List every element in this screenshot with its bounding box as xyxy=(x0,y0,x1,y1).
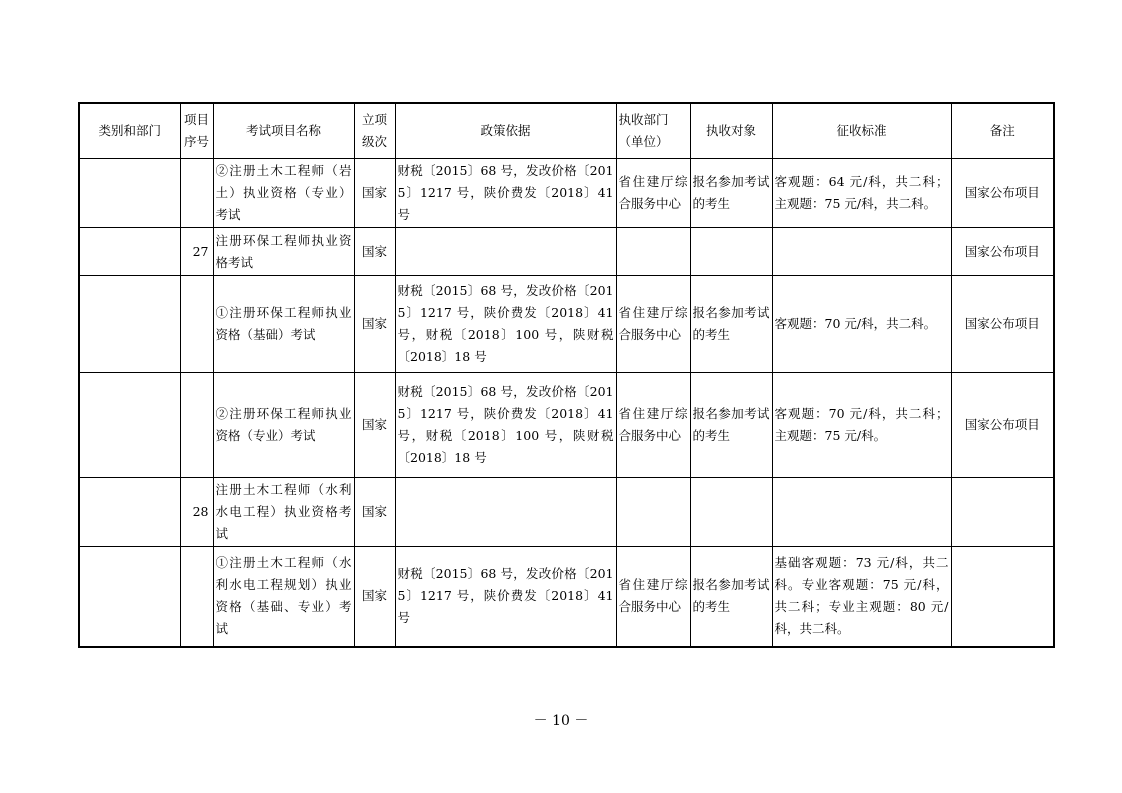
cell-target: 报名参加考试的考生 xyxy=(690,276,772,373)
header-policy: 政策依据 xyxy=(395,103,616,159)
fee-table xyxy=(78,102,1055,648)
cell-target: 报名参加考试的考生 xyxy=(690,547,772,647)
table-row xyxy=(79,373,1054,478)
table-row xyxy=(79,478,1054,547)
cell-target xyxy=(690,478,772,547)
cell-standard xyxy=(772,478,951,547)
header-target: 执收对象 xyxy=(690,103,772,159)
cell-standard: 基础客观题：73 元/科，共二科。专业客观题：75 元/科，共二科；专业主观题：80 元/科，共二科。 xyxy=(772,547,951,647)
cell-seq: 28 xyxy=(180,478,213,547)
cell-target: 报名参加考试的考生 xyxy=(690,373,772,478)
cell-target xyxy=(690,228,772,276)
cell-policy: 财税〔2015〕68 号，发改价格〔2015〕1217 号，陕价费发〔2018〕41 号，财税〔2018〕100 号，陕财税〔2018〕18 号 xyxy=(395,373,616,478)
cell-seq xyxy=(180,276,213,373)
cell-standard: 客观题：70 元/科，共二科。 xyxy=(772,276,951,373)
cell-category xyxy=(79,276,180,373)
cell-note: 国家公布项目 xyxy=(951,228,1054,276)
cell-seq xyxy=(180,373,213,478)
cell-policy xyxy=(395,228,616,276)
cell-category xyxy=(79,478,180,547)
cell-level: 国家 xyxy=(354,547,395,647)
cell-category xyxy=(79,228,180,276)
cell-level: 国家 xyxy=(354,373,395,478)
cell-note xyxy=(951,478,1054,547)
cell-name: ①注册土木工程师（水利水电工程规划）执业资格（基础、专业）考试 xyxy=(213,547,354,647)
cell-standard: 客观题：70 元/科，共二科；主观题：75 元/科。 xyxy=(772,373,951,478)
cell-policy: 财税〔2015〕68 号，发改价格〔2015〕1217 号，陕价费发〔2018〕41 号 xyxy=(395,159,616,228)
cell-seq xyxy=(180,547,213,647)
cell-seq: 27 xyxy=(180,228,213,276)
table-row xyxy=(79,547,1054,647)
cell-level: 国家 xyxy=(354,159,395,228)
cell-policy xyxy=(395,478,616,547)
header-standard: 征收标准 xyxy=(772,103,951,159)
header-row xyxy=(79,103,1054,159)
cell-dept xyxy=(616,478,690,547)
cell-level: 国家 xyxy=(354,276,395,373)
cell-target: 报名参加考试的考生 xyxy=(690,159,772,228)
cell-category xyxy=(79,159,180,228)
cell-policy: 财税〔2015〕68 号，发改价格〔2015〕1217 号，陕价费发〔2018〕41 号 xyxy=(395,547,616,647)
cell-level: 国家 xyxy=(354,478,395,547)
cell-dept: 省住建厅综合服务中心 xyxy=(616,547,690,647)
table-row xyxy=(79,228,1054,276)
cell-standard xyxy=(772,228,951,276)
header-name: 考试项目名称 xyxy=(213,103,354,159)
cell-note xyxy=(951,547,1054,647)
header-note: 备注 xyxy=(951,103,1054,159)
cell-category xyxy=(79,547,180,647)
cell-level: 国家 xyxy=(354,228,395,276)
cell-note: 国家公布项目 xyxy=(951,276,1054,373)
table-row xyxy=(79,159,1054,228)
cell-policy: 财税〔2015〕68 号，发改价格〔2015〕1217 号，陕价费发〔2018〕41 号，财税〔2018〕100 号，陕财税〔2018〕18 号 xyxy=(395,276,616,373)
cell-standard: 客观题：64 元/科，共二科；主观题：75 元/科，共二科。 xyxy=(772,159,951,228)
cell-name: 注册环保工程师执业资格考试 xyxy=(213,228,354,276)
cell-name: 注册土木工程师（水利水电工程）执业资格考试 xyxy=(213,478,354,547)
header-seq: 项目序号 xyxy=(180,103,213,159)
cell-dept xyxy=(616,228,690,276)
header-category: 类别和部门 xyxy=(79,103,180,159)
cell-note: 国家公布项目 xyxy=(951,373,1054,478)
cell-category xyxy=(79,373,180,478)
cell-dept: 省住建厅综合服务中心 xyxy=(616,373,690,478)
cell-seq xyxy=(180,159,213,228)
cell-name: ①注册环保工程师执业资格（基础）考试 xyxy=(213,276,354,373)
header-dept: 执收部门（单位） xyxy=(616,103,690,159)
cell-name: ②注册土木工程师（岩土）执业资格（专业）考试 xyxy=(213,159,354,228)
cell-name: ②注册环保工程师执业资格（专业）考试 xyxy=(213,373,354,478)
table-row xyxy=(79,276,1054,373)
cell-note: 国家公布项目 xyxy=(951,159,1054,228)
header-level: 立项级次 xyxy=(354,103,395,159)
cell-dept: 省住建厅综合服务中心 xyxy=(616,159,690,228)
cell-dept: 省住建厅综合服务中心 xyxy=(616,276,690,373)
page-number: － 10 － xyxy=(533,713,589,729)
